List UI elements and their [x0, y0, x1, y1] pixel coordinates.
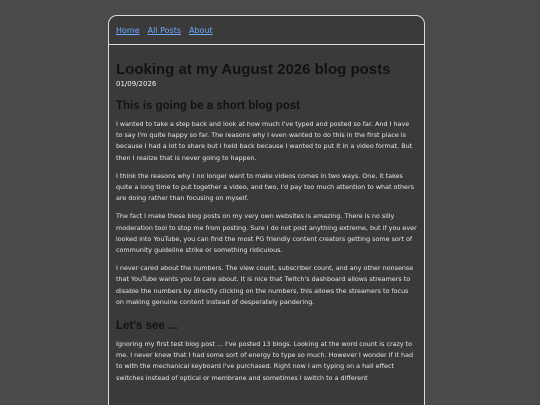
- nav-about-link[interactable]: About: [189, 25, 213, 35]
- nav-home-link[interactable]: Home: [116, 25, 140, 35]
- post-title: Looking at my August 2026 blog posts: [116, 61, 391, 78]
- top-nav: [109, 16, 424, 45]
- blog-card: [108, 15, 425, 405]
- post-paragraph: Ignoring my first test blog post ... I've posted 13 blogs. Looking at the word count is crazy to me. I never knew that I had some sort of energy to type so much. However I wonder if it had to with the mechanical keyboard I've purchased. Right now I am typing on a hall effect switches instead of optical or membrane and sometimes I switch to a different: [116, 340, 414, 382]
- section-heading: Let's see ...: [116, 320, 178, 333]
- post-paragraph: The fact I make these blog posts on my very own websites is amazing. There is no silly moderation tool to stop me from posting. Sure I do not post anything extreme, but if you ever looked into YouTube, you can find the most PG friendly content creators getting some sort of community guideline strike or something ridiculous.: [116, 212, 417, 255]
- post-content: [109, 61, 424, 384]
- post-paragraph: I wanted to take a step back and look at how much I've typed and posted so far. And I have to say I'm quite happy so far. The reasons why I even wanted to do this in the first place is because I had a lot to share but I held back because I wanted to put it in a video format. But then I realize that is never going to happen.: [116, 120, 413, 162]
- post-paragraph: I think the reasons why I no longer want to make videos comes in two ways. One, it takes quite a long time to put together a video, and two, I'd pay too much attention to what others are doing rather than focusing on myself.: [116, 171, 414, 203]
- post-paragraph: I never cared about the numbers. The view count, subscriber count, and any other nonsense that YouTube wants you to care about. It is nice that Twitch's dashboard allows streamers to disable the numbers by directly clicking on the numbers, this allows the streamers to focus on making genuine content instead of desperately pandering.: [116, 264, 414, 306]
- post-date: 01/09/2026: [116, 80, 157, 88]
- nav-all-posts-link[interactable]: All Posts: [147, 25, 181, 35]
- post-subtitle: This is going be a short blog post: [116, 100, 300, 112]
